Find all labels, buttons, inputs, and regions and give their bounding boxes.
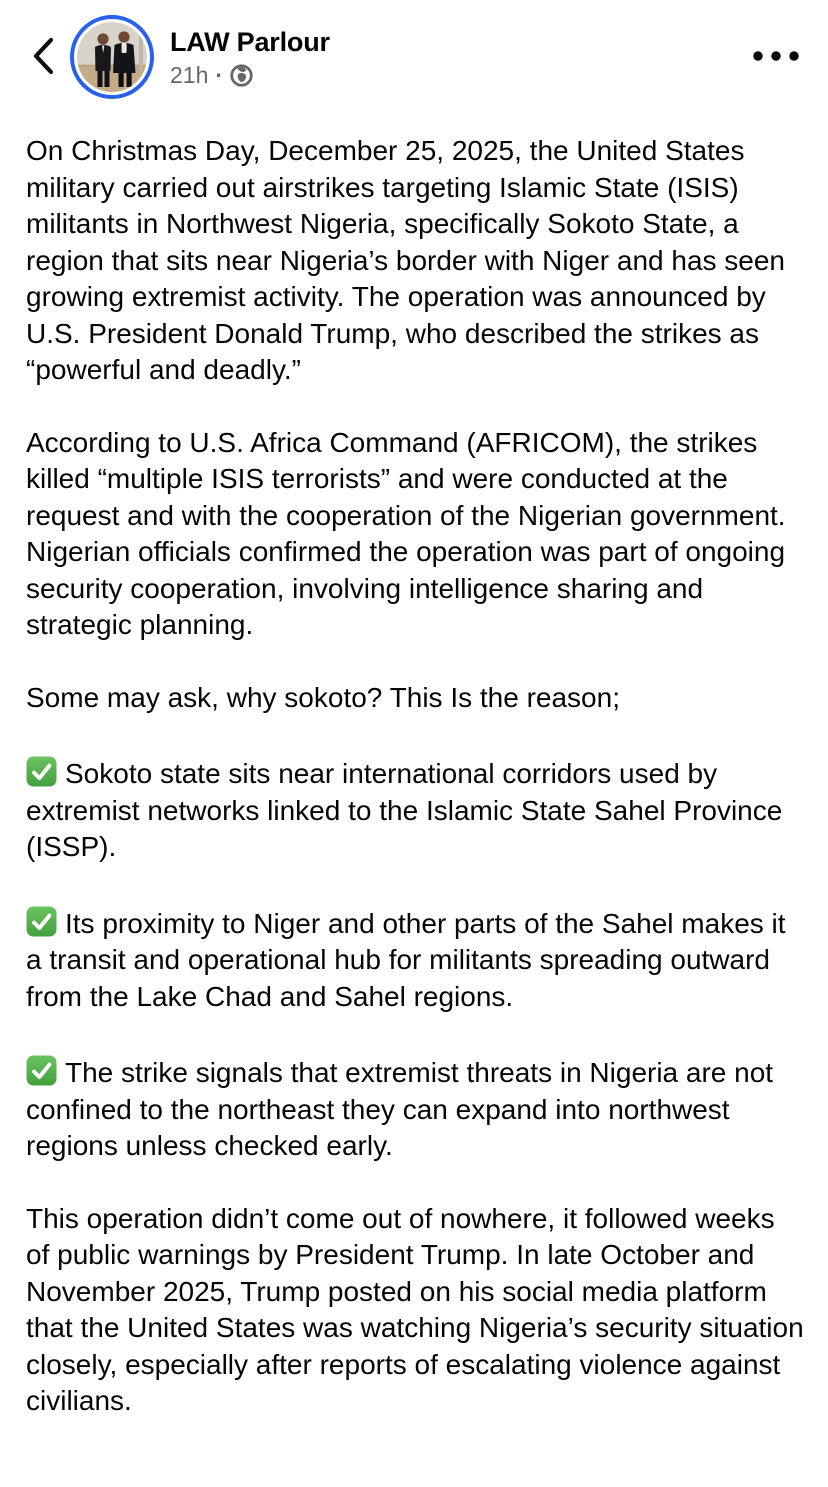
check-mark-emoji-icon <box>26 752 57 783</box>
post-content <box>0 104 828 1420</box>
chevron-left-icon <box>30 36 56 79</box>
post-meta <box>170 61 752 89</box>
avatar[interactable] <box>70 15 154 99</box>
post-paragraph: Some may ask, why sokoto? This Is the reason; <box>26 681 620 713</box>
post-paragraph: According to U.S. Africa Command (AFRICOM), the strikes killed “multiple ISIS terrorists” and were conducted at the request and with the cooperation of the Nigerian government. Nigerian officials confirmed the operation was part of ongoing security cooperation, involving intelligence sharing and strategic planning. <box>26 426 786 640</box>
more-options-button[interactable] <box>752 35 800 79</box>
bullet-text: The strike signals that extremist threats in Nigeria are not confined to the northeast they can expand into northwest regions unless checked early. <box>26 1057 774 1161</box>
back-button[interactable] <box>30 35 66 79</box>
post-header <box>0 0 828 104</box>
header-text-block <box>170 25 752 89</box>
post-paragraph: On Christmas Day, December 25, 2025, the United States military carried out airstrikes targeting Islamic State (ISIS) militants in Northwest Nigeria, specifically Sokoto State, a region that sits near Nigeria’s border with Niger and has seen growing extremist activity. The operation was announced by U.S. President Donald Trump, who described the strikes as “powerful and deadly.” <box>26 135 786 385</box>
page-name[interactable]: LAW Parlour <box>170 27 330 57</box>
check-mark-emoji-icon <box>26 1051 57 1082</box>
post-bullet <box>26 902 804 1016</box>
check-mark-emoji-icon <box>26 902 57 933</box>
post-bullet <box>26 752 804 866</box>
bullet-text: Its proximity to Niger and other parts of the Sahel makes it a transit and operational hub for militants spreading outward from the Lake Chad and Sahel regions. <box>26 907 786 1012</box>
globe-public-icon <box>230 64 253 87</box>
ellipsis-icon <box>752 50 800 65</box>
meta-separator: · <box>215 62 224 88</box>
bullet-text: Sokoto state sits near international corridors used by extremist networks linked to the Islamic State Sahel Province (ISSP). <box>26 758 783 862</box>
post-paragraph: This operation didn’t come out of nowhere, it followed weeks of public warnings by President Trump. In late October and November 2025, Trump posted on his social media platform that the United States was watching Nigeria’s security situation closely, especially after reports of escalating violence against civilians. <box>26 1202 804 1416</box>
post-bullet <box>26 1051 804 1165</box>
page-profile-photo-icon <box>77 22 147 92</box>
timestamp: 21h <box>170 62 209 88</box>
